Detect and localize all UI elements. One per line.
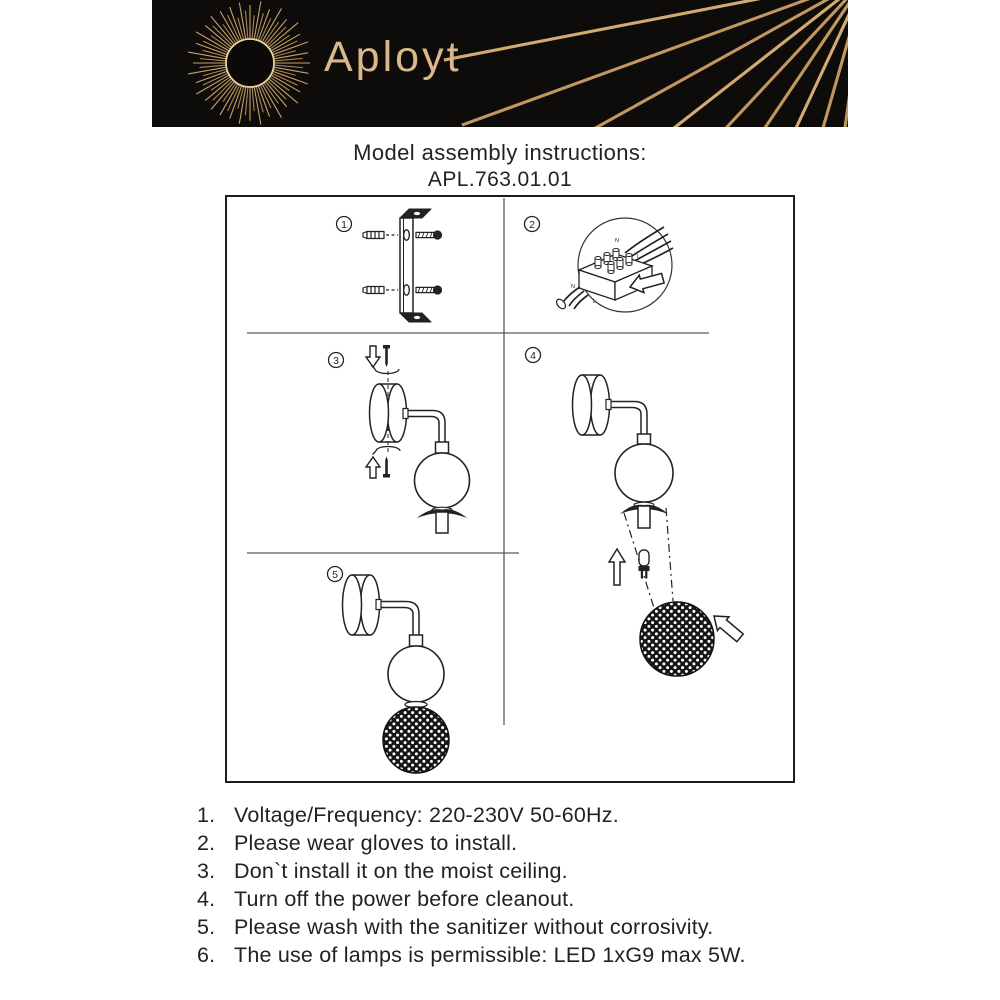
model-number: APL.763.01.01 bbox=[427, 168, 573, 191]
top-screw-assembly bbox=[366, 345, 399, 374]
glass-globe-drawing bbox=[615, 444, 673, 502]
step-1-panel bbox=[337, 209, 443, 322]
up-arrow-icon bbox=[366, 457, 380, 478]
brand-banner bbox=[152, 0, 848, 127]
crystal-shade-drawing bbox=[640, 602, 714, 676]
list-text: Please wear gloves to install. bbox=[234, 831, 518, 855]
step-5-badge bbox=[328, 567, 343, 582]
step-1-badge bbox=[337, 217, 352, 232]
list-item bbox=[197, 829, 746, 857]
list-item bbox=[197, 913, 746, 941]
list-number: 4. bbox=[197, 887, 216, 911]
assembly-diagram-box bbox=[225, 195, 795, 783]
list-number: 5. bbox=[197, 915, 216, 939]
step-2-panel bbox=[525, 217, 674, 313]
socket-collar-drawing bbox=[620, 502, 668, 528]
list-item bbox=[197, 801, 746, 829]
list-item bbox=[197, 941, 746, 969]
list-text: Don`t install it on the moist ceiling. bbox=[234, 859, 568, 883]
svg-text:5: 5 bbox=[332, 568, 338, 581]
list-number: 1. bbox=[197, 803, 216, 827]
lamp-arm-drawing bbox=[376, 600, 423, 647]
assembly-diagram bbox=[227, 197, 793, 781]
svg-text:N: N bbox=[571, 284, 575, 290]
canopy-drawing bbox=[343, 575, 380, 635]
g9-bulb-icon bbox=[639, 550, 650, 579]
glass-globe-drawing bbox=[415, 453, 470, 508]
crystal-shade-drawing bbox=[383, 707, 449, 773]
list-item bbox=[197, 857, 746, 885]
lamp-arm-drawing bbox=[606, 400, 651, 445]
list-text: Please wash with the sanitizer without corrosivity. bbox=[234, 915, 714, 939]
svg-text:3: 3 bbox=[333, 354, 339, 367]
up-arrow-icon bbox=[609, 549, 625, 585]
list-number: 6. bbox=[197, 943, 216, 967]
gold-rays-decoration bbox=[436, 0, 848, 127]
outgoing-wires bbox=[555, 287, 588, 310]
step-3-panel bbox=[329, 345, 470, 533]
banner-art bbox=[152, 0, 848, 127]
list-text: Voltage/Frequency: 220-230V 50-60Hz. bbox=[234, 803, 619, 827]
list-number: 3. bbox=[197, 859, 216, 883]
alignment-dashes bbox=[386, 235, 398, 290]
svg-text:N: N bbox=[615, 238, 619, 244]
step-3-badge bbox=[329, 353, 344, 368]
svg-text:L: L bbox=[593, 299, 597, 305]
lamp-arm-drawing bbox=[403, 409, 449, 454]
instruction-list bbox=[197, 801, 746, 969]
list-text: The use of lamps is permissible: LED 1xG9 max 5W. bbox=[234, 943, 746, 967]
list-number: 2. bbox=[197, 831, 216, 855]
svg-text:L: L bbox=[637, 254, 641, 260]
step-4-panel bbox=[526, 348, 746, 677]
list-text: Turn off the power before cleanout. bbox=[234, 887, 575, 911]
glass-globe-drawing bbox=[388, 646, 444, 702]
svg-text:2: 2 bbox=[529, 218, 535, 231]
title-block bbox=[0, 139, 1000, 193]
step-4-badge bbox=[526, 348, 541, 363]
svg-text:1: 1 bbox=[341, 218, 347, 231]
sunburst-center bbox=[227, 40, 273, 86]
step-5-panel bbox=[328, 567, 450, 774]
down-arrow-icon bbox=[366, 346, 380, 367]
wall-anchor-icon bbox=[363, 232, 384, 294]
step-2-badge bbox=[525, 217, 540, 232]
list-item bbox=[197, 885, 746, 913]
wall-bracket-drawing bbox=[400, 209, 431, 322]
bottom-screw-assembly bbox=[366, 447, 400, 479]
brand-name: Aployt bbox=[324, 33, 462, 81]
document-title: Model assembly instructions: bbox=[353, 140, 647, 165]
mounting-screw-icon bbox=[416, 230, 442, 294]
svg-text:4: 4 bbox=[530, 349, 536, 362]
socket-collar-drawing bbox=[417, 507, 467, 533]
canopy-drawing bbox=[573, 375, 610, 435]
